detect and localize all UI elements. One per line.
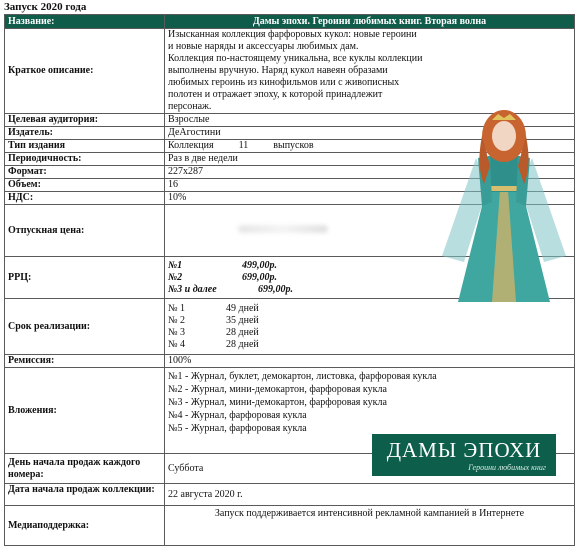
audience-value: Взрослые — [165, 114, 575, 127]
media-label: Медиаподдержка: — [5, 506, 165, 546]
redacted-price — [238, 225, 328, 233]
title-value: Дамы эпохи. Героини любимых книг. Вторая волна — [165, 15, 575, 29]
term-line: № 4 28 дней — [168, 338, 259, 350]
format-value: 227x287 — [165, 166, 575, 179]
volume-label: Объем: — [5, 179, 165, 192]
attachment-item: №2 - Журнал, мини-демокартон, фарфоровая кукла — [168, 384, 387, 395]
rrc-line: №1 499,00р. — [168, 259, 277, 271]
row-term — [5, 299, 575, 355]
term-line: № 1 49 дней — [168, 302, 259, 314]
media-value: Запуск поддерживается интенсивной рекламной кампанией в Интернете — [165, 506, 575, 546]
rrc-line: №3 и далее 699,00р. — [168, 283, 293, 295]
attachment-item: №4 - Журнал, фарфоровая кукла — [168, 410, 307, 421]
description-value — [165, 29, 575, 114]
rrc-label: РРЦ: — [5, 257, 165, 299]
term-line: № 2 35 дней — [168, 314, 259, 326]
row-start-date — [5, 484, 575, 506]
row-description — [5, 29, 575, 114]
vat-label: НДС: — [5, 192, 165, 205]
attachments-label: Вложения: — [5, 368, 165, 454]
page-heading: Запуск 2020 года — [4, 1, 87, 13]
periodicity-label: Периодичность: — [5, 153, 165, 166]
remission-value: 100% — [165, 355, 575, 368]
term-value — [165, 299, 575, 355]
release-price-label: Отпускная цена: — [5, 205, 165, 257]
row-title — [5, 15, 575, 29]
format-label: Формат: — [5, 166, 165, 179]
edition-type-label: Тип издания — [5, 140, 165, 153]
edition-type-value: Коллекция 11 выпусков — [165, 140, 575, 153]
publisher-value: ДеАгостини — [165, 127, 575, 140]
periodicity-value: Раз в две недели — [165, 153, 575, 166]
attachment-item: №3 - Журнал, мини-демокартон, фарфоровая кукла — [168, 397, 387, 408]
row-media — [5, 506, 575, 546]
attachment-item: №5 - Журнал, фарфоровая кукла — [168, 423, 307, 434]
title-label: Название: — [5, 15, 165, 29]
description-p1: Изысканная коллекция фарфоровых кукол: новые героини и новые наряды и аксессуары любимых дам. — [168, 29, 417, 52]
porcelain-doll-image — [438, 106, 570, 306]
vat-value: 10% — [165, 192, 575, 205]
start-date-value: 22 августа 2020 г. — [165, 484, 575, 506]
row-remission — [5, 355, 575, 368]
logo-subtitle: Героини любимых книг — [468, 463, 546, 472]
sales-day-label: День начала продаж каждого номера: — [5, 454, 165, 484]
description-p2: Коллекция по-настоящему уникальна, все куклы коллекции выполнены вручную. Наряд кукол навеян образами любимых героинь из кинофильмов или с живописных полотен и отражает эпоху, к которой принадлежит персонаж. — [168, 53, 423, 112]
rrc-line: №2 699,00р. — [168, 271, 277, 283]
term-label: Срок реализации: — [5, 299, 165, 355]
collection-logo — [372, 434, 556, 476]
volume-value: 16 — [165, 179, 575, 192]
logo-title: ДАМЫ ЭПОХИ — [386, 438, 542, 462]
audience-label: Целевая аудитория: — [5, 114, 165, 127]
remission-label: Ремиссия: — [5, 355, 165, 368]
publisher-label: Издатель: — [5, 127, 165, 140]
attachment-item: №1 - Журнал, буклет, демокартон, листовка, фарфоровая кукла — [168, 371, 437, 382]
start-date-label: Дата начала продаж коллекции: — [5, 484, 165, 506]
description-label: Краткое описание: — [5, 29, 165, 114]
term-line: № 3 28 дней — [168, 326, 259, 338]
sales-day-value: Суббота — [165, 454, 575, 484]
